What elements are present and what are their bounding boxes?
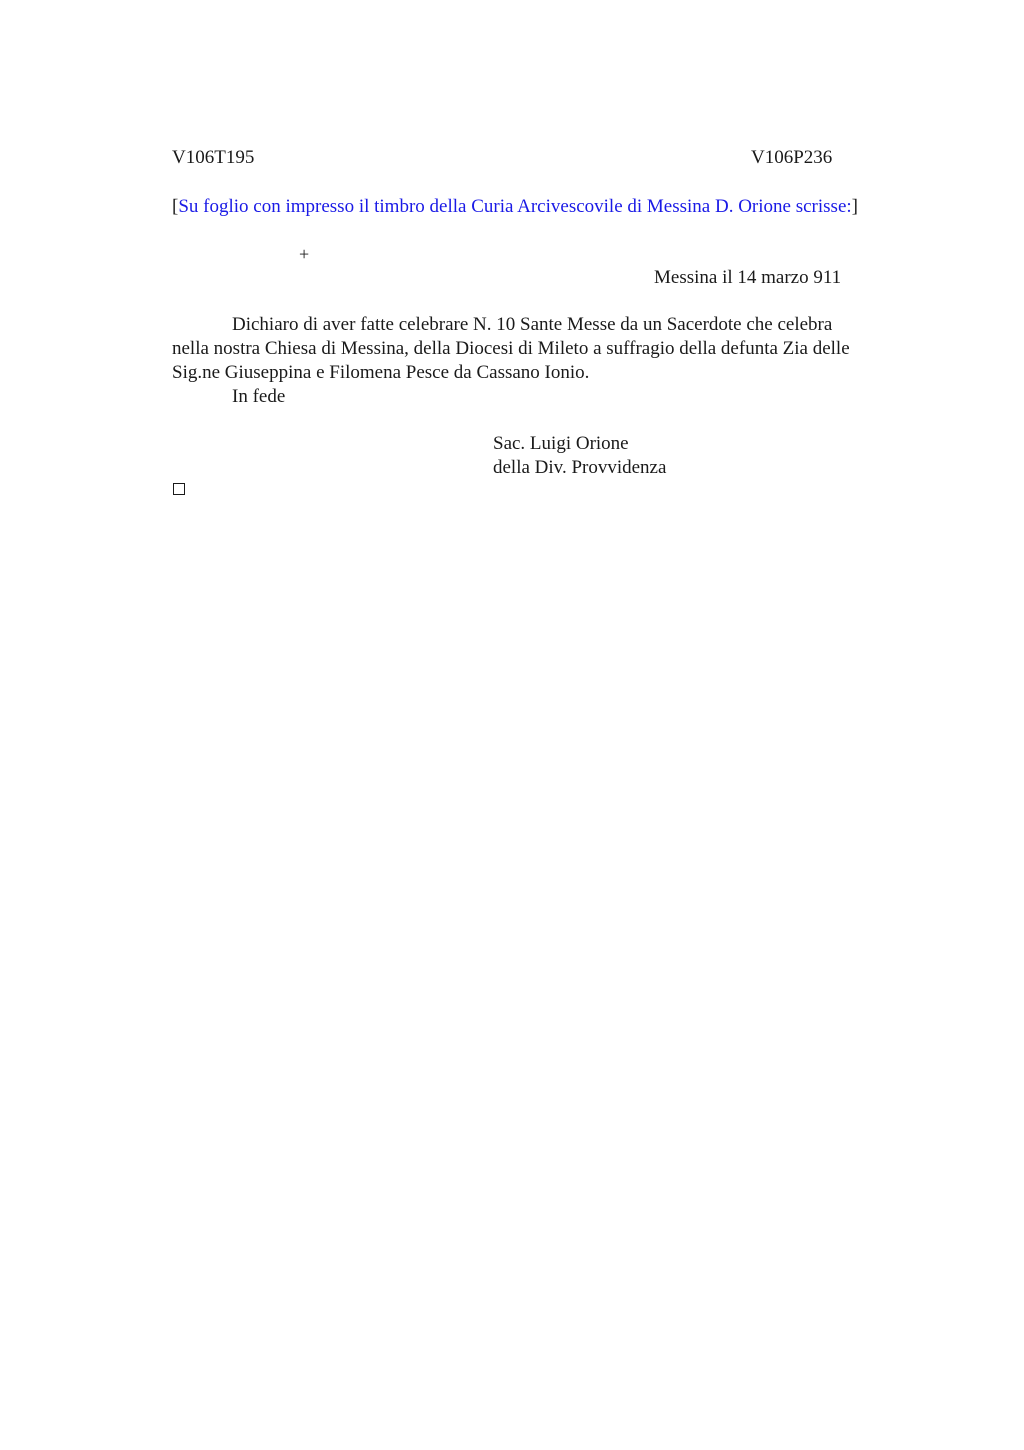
empty-square-icon bbox=[173, 483, 185, 495]
document-code-left: V106T195 bbox=[172, 147, 255, 168]
editorial-note bbox=[172, 195, 858, 219]
document-code-right: V106P236 bbox=[751, 147, 833, 168]
editorial-close-bracket: ] bbox=[851, 196, 858, 217]
body-line-1: Dichiaro di aver fatte celebrare N. 10 Sante Messe da un Sacerdote che celebra bbox=[232, 314, 833, 335]
closing-phrase: In fede bbox=[232, 386, 286, 407]
body-line-3: Sig.ne Giuseppina e Filomena Pesce da Cassano Ionio. bbox=[172, 362, 590, 383]
editorial-note-text: Su foglio con impresso il timbro della Curia Arcivescovile di Messina D. Orione scrisse: bbox=[178, 196, 852, 217]
letter-body bbox=[172, 313, 932, 385]
signature-name: Sac. Luigi Orione bbox=[493, 433, 629, 454]
cross-symbol: + bbox=[299, 244, 310, 264]
signature-affiliation: della Div. Provvidenza bbox=[493, 457, 667, 478]
editorial-open-bracket: [ bbox=[172, 196, 179, 217]
dateline: Messina il 14 marzo 911 bbox=[654, 267, 842, 288]
body-line-2: nella nostra Chiesa di Messina, della Diocesi di Mileto a suffragio della defunta Zia delle bbox=[172, 338, 850, 359]
